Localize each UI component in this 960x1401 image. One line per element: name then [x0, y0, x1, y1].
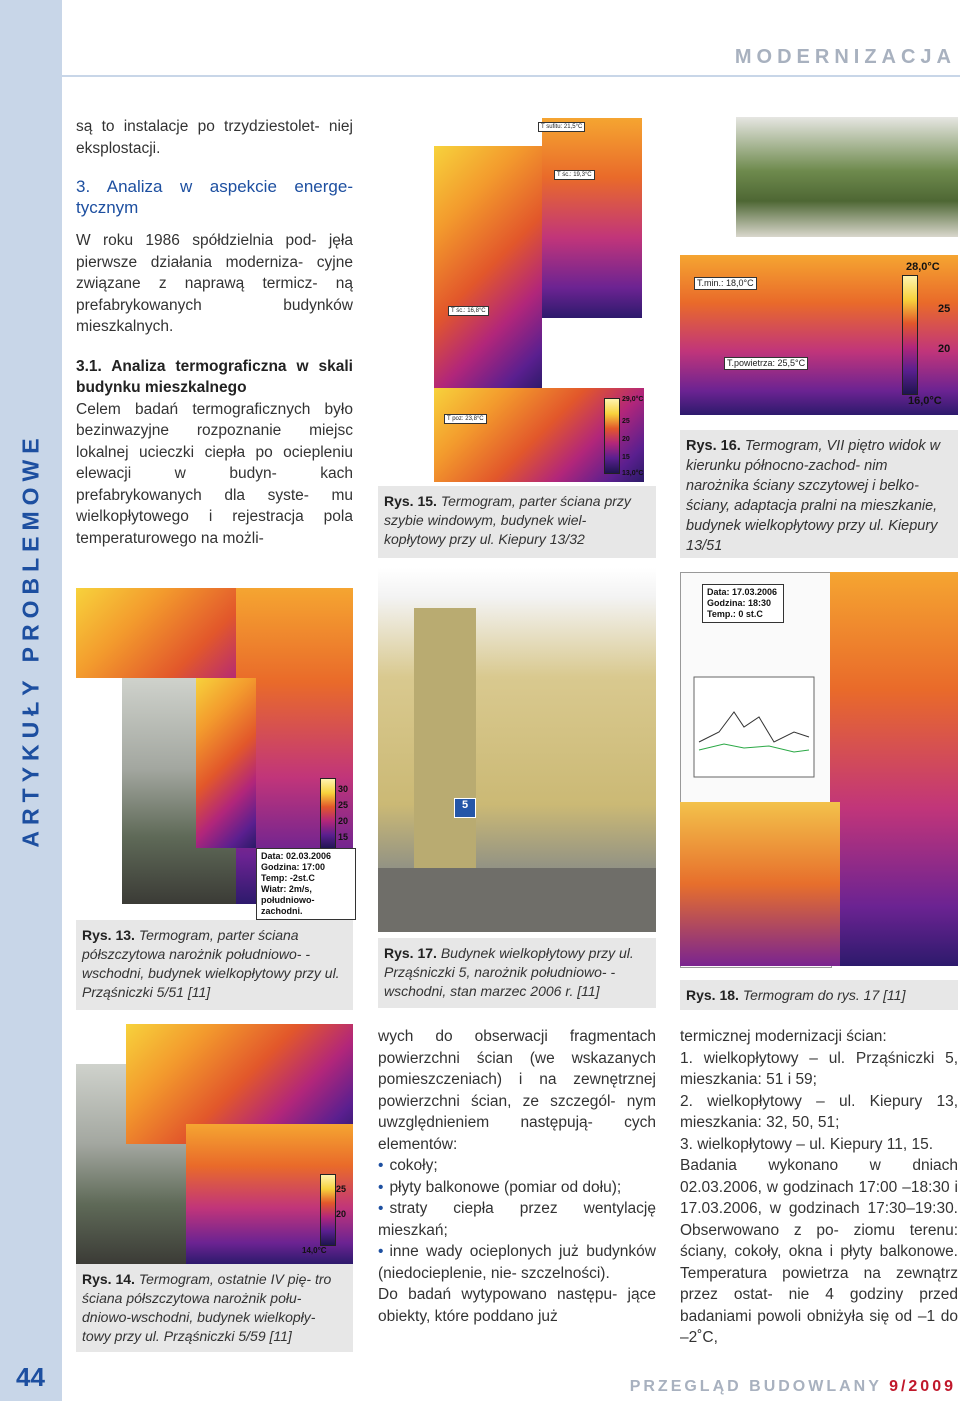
fig18-info-line: Temp.: 0 st.C	[707, 609, 763, 619]
journal-footer	[630, 1378, 956, 1396]
header-divider	[62, 75, 960, 77]
fig13-scale	[320, 778, 336, 850]
col3-line: 2. wielkopłytowy – ul. Kiepury 13, mieszkania: 32, 50, 51;	[680, 1092, 958, 1131]
fig18-info-line: Godzina: 18:30	[707, 598, 772, 608]
col1-text	[76, 116, 353, 549]
col2-text	[378, 1026, 656, 1327]
bullet-item: • płyty balkonowe (pomiar od dołu);	[378, 1177, 656, 1199]
sidebar-title: ARTYKUŁY PROBLEMOWE	[17, 432, 44, 848]
fig13-info-line: Wiatr: 2m/s,	[261, 884, 312, 894]
fig16-photo	[736, 117, 958, 237]
fig13-info-line: Data: 02.03.2006	[261, 851, 332, 861]
fig15-scale-label: 15	[622, 454, 630, 461]
fig15-scale-label: 20	[622, 436, 630, 443]
fig15-marker: T sufitu: 21,5°C	[538, 122, 585, 132]
fig17-label: Rys. 17.	[384, 945, 437, 961]
fig17-text: Budynek wielkopłytowy przy ul. Prząśniczki 5, narożnik południowo- -wschodni, stan marzec 2006 r. [11]	[384, 945, 634, 999]
fig15-scale-label: 13,0°C	[622, 470, 644, 477]
section-header: MODERNIZACJA	[734, 46, 956, 68]
fig16-scale-label: 25	[938, 303, 951, 315]
fig15-marker: T poz: 23,8°C	[444, 414, 487, 424]
bullet-item: • straty ciepła przez wentylację mieszkań;	[378, 1198, 656, 1241]
fig13-scale-label: 25	[338, 800, 349, 810]
fig14-scale	[320, 1174, 336, 1246]
fig16-scale-label: 20	[938, 343, 951, 355]
col3-line: termicznej modernizacji ścian:	[680, 1028, 887, 1045]
section3-title: 3. Analiza w aspekcie energe- tycznym	[76, 177, 353, 217]
journal-issue: 9/2009	[889, 1378, 956, 1395]
fig14-scale-label: 14,0°C	[302, 1246, 327, 1255]
fig15-thermal-top	[434, 146, 542, 392]
fig13-info	[256, 848, 356, 920]
fig16-tmin: T.min.: 18,0°C	[694, 277, 757, 290]
fig13-scale-label: 30	[338, 784, 349, 794]
fig15-caption	[378, 486, 656, 558]
fig17-image	[378, 568, 656, 932]
fig15-image	[378, 118, 656, 482]
col3-line: Badania wykonano w dniach 02.03.2006, w godzinach 17:00 –18:30 i 17.03.2006, w godzinach 17:30–19:30. Obserwowano z po- ziomu terenu: ściany, cokoły, okna i płyty balkonowe. Temperatura powietrza na zewnątrz przez ostat- nie 4 godziny przed badaniami powoli obniżyła się od –1 do –2˚C,	[680, 1157, 958, 1346]
fig16-image	[680, 117, 958, 415]
section3-text: W roku 1986 spółdzielnia pod- jęła pierwsze działania moderniza- cyjne związane z naprawą termicz- ną prefabrykowanych budynków mieszkalnych.	[76, 232, 353, 335]
fig15-text: Termogram, parter ściana przy szybie windowym, budynek wiel- kopłytowy przy ul. Kiepury 13/32	[384, 493, 631, 547]
fig14-text: Termogram, ostatnie IV pię- tro ściana półszczytowa narożnik połu- dniowo-wschodni, budynek wielkopły- towy przy ul. Prząśniczki 5/59 [11]	[82, 1271, 332, 1344]
sidebar	[0, 0, 62, 1401]
fig16-label: Rys. 16.	[686, 438, 741, 454]
fig18-thermal	[830, 572, 958, 966]
fig13-image	[76, 588, 353, 916]
fig18-line-graph	[684, 672, 824, 792]
fig13-info-line: Temp: -2st.C	[261, 873, 315, 883]
fig16-tair: T.powietrza: 25,5°C	[724, 357, 808, 370]
fig15-marker: T śc.: 19,3°C	[554, 170, 595, 180]
fig16-text: Termogram, VII piętro widok w kierunku północno-zachod- nim narożnika ściany szczytowej i belko-ściany, adaptacja pralni na mieszkanie, budynek wielkopłytowy przy ul. Kiepury 13/51	[686, 438, 941, 554]
fig13-label: Rys. 13.	[82, 927, 135, 943]
fig17-caption	[378, 938, 656, 1008]
fig18-text: Termogram do rys. 17 [11]	[742, 987, 906, 1003]
fig13-text: Termogram, parter ściana półszczytowa narożnik południowo- -wschodni, budynek wielkopłytowy przy ul. Prząśniczki 5/51 [11]	[82, 927, 340, 1000]
fig18-image	[680, 572, 958, 966]
fig17-building-side	[414, 608, 476, 888]
fig18-info-line: Data: 17.03.2006	[707, 587, 778, 597]
section31-title: 3.1. Analiza termograficzna w skali budynku mieszkalnego	[76, 357, 353, 396]
col3-text	[680, 1026, 958, 1349]
fig14-image	[76, 1024, 353, 1264]
fig13-info-line: południowo- zachodni.	[261, 895, 315, 916]
fig16-scale	[902, 275, 918, 395]
fig18-info	[702, 584, 784, 623]
fig13-scale-label: 15	[338, 832, 349, 842]
fig15-marker: T śc.: 16,8°C	[448, 306, 489, 316]
fig15-label: Rys. 15.	[384, 493, 437, 509]
fig13-scale-label: 20	[338, 816, 349, 826]
section31-text: Celem badań termograficznych było bezinwazyjne rozpoznanie miejsc lokalnej ucieczki ciepła po ociepleniu elewacji w budyn- kach prefabrykowanych dla syste- mu wielkopłytowego i rejestracja pola temperaturowego na możli-	[76, 400, 353, 547]
fig18-label: Rys. 18.	[686, 987, 739, 1003]
fig16-caption	[680, 430, 958, 558]
fig15-thermal-right	[542, 118, 642, 318]
fig14-scale-label: 20	[336, 1209, 347, 1219]
fig17-ground	[378, 868, 656, 932]
bullet-item: • inne wady ocieplonych już budynków (niedocieplenie, nie- szczelności).	[378, 1241, 656, 1284]
fig14-scale-label: 25	[336, 1184, 347, 1194]
fig15-scale-label: 29,0°C	[622, 396, 644, 403]
fig15-scale	[604, 398, 620, 474]
fig16-scale-label: 16,0°C	[908, 395, 942, 407]
journal-name: PRZEGLĄD BUDOWLANY	[629, 1378, 882, 1395]
fig16-scale-label: 28,0°C	[906, 261, 940, 273]
col3-line: 3. wielkopłytowy – ul. Kiepury 11, 15.	[680, 1135, 934, 1153]
fig14-caption	[76, 1264, 353, 1352]
fig15-scale-label: 25	[622, 418, 630, 425]
col2-intro: wych do obserwacji fragmentach powierzchni ścian (we wskazanych pomieszczeniach) i na zewnętrznej powierzchni ścian, ze szczegól- nym uwzględnieniem następują- cych elementów:	[378, 1028, 656, 1153]
fig13-info-line: Godzina: 17:00	[261, 862, 326, 872]
intro-text: są to instalacje po trzydziestolet- niej eksplostacji.	[76, 118, 353, 157]
fig14-label: Rys. 14.	[82, 1271, 135, 1287]
page-number: 44	[16, 1362, 45, 1392]
fig13-caption	[76, 920, 353, 1010]
col2-outro: Do badań wytypowano następu- jące obiekty, które poddano już	[378, 1286, 656, 1325]
bullet-item: • cokoły;	[378, 1155, 656, 1177]
fig13-thermal-mid	[196, 678, 256, 848]
fig18-thermal-bottom	[680, 802, 840, 966]
fig17-sign: 5	[454, 798, 476, 818]
fig18-caption	[680, 980, 958, 1010]
col3-line: 1. wielkopłytowy – ul. Prząśniczki 5, mieszkania: 51 i 59;	[680, 1049, 958, 1088]
